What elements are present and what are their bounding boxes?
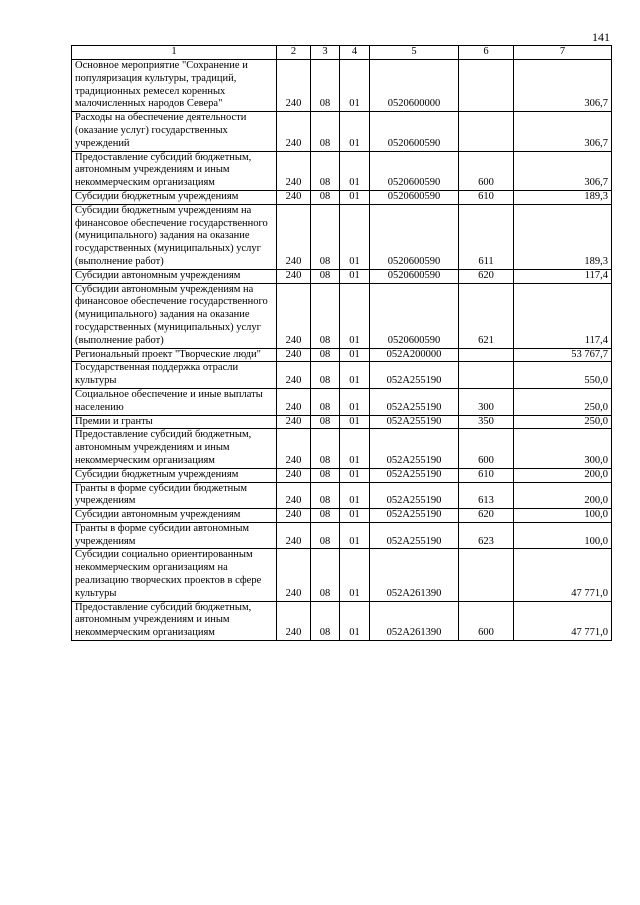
- row-subsection: 01: [340, 482, 370, 509]
- row-section: 08: [311, 468, 340, 482]
- row-target-article: 052A255190: [370, 522, 459, 549]
- row-section: 08: [311, 549, 340, 601]
- row-target-article: 052A255190: [370, 388, 459, 415]
- row-target-article: 052A255190: [370, 482, 459, 509]
- row-expense-type: 600: [459, 601, 514, 640]
- row-name: Субсидии бюджетным учреждениям на финансовое обеспечение государственного (муниципального) задания на оказание государственных (муниципальных) услуг (выполнение работ): [72, 204, 277, 269]
- table-row: [72, 269, 612, 283]
- row-grbs: 240: [277, 549, 311, 601]
- row-expense-type: 600: [459, 151, 514, 190]
- row-name: Субсидии автономным учреждениям: [72, 509, 277, 523]
- table-row: [72, 468, 612, 482]
- table-row: [72, 415, 612, 429]
- row-expense-type: 613: [459, 482, 514, 509]
- row-section: 08: [311, 509, 340, 523]
- table-row: [72, 509, 612, 523]
- row-name: Субсидии социально ориентированным некоммерческим организациям на реализацию творческих проектов в сфере культуры: [72, 549, 277, 601]
- row-grbs: 240: [277, 204, 311, 269]
- row-subsection: 01: [340, 601, 370, 640]
- row-subsection: 01: [340, 60, 370, 112]
- row-grbs: 240: [277, 269, 311, 283]
- row-grbs: 240: [277, 509, 311, 523]
- row-subsection: 01: [340, 468, 370, 482]
- header-col-sum: 7: [514, 46, 612, 60]
- row-target-article: 0520600590: [370, 112, 459, 151]
- row-section: 08: [311, 269, 340, 283]
- table-row: [72, 601, 612, 640]
- row-expense-type: 620: [459, 269, 514, 283]
- row-section: 08: [311, 283, 340, 348]
- row-subsection: 01: [340, 283, 370, 348]
- row-target-article: 0520600000: [370, 60, 459, 112]
- row-sum: 53 767,7: [514, 348, 612, 362]
- row-grbs: 240: [277, 151, 311, 190]
- row-grbs: 240: [277, 112, 311, 151]
- row-sum: 200,0: [514, 468, 612, 482]
- row-target-article: 052A261390: [370, 601, 459, 640]
- row-grbs: 240: [277, 362, 311, 389]
- table-row: [72, 522, 612, 549]
- table-row: [72, 151, 612, 190]
- row-expense-type: [459, 362, 514, 389]
- row-target-article: 052A261390: [370, 549, 459, 601]
- row-subsection: 01: [340, 112, 370, 151]
- row-section: 08: [311, 204, 340, 269]
- row-subsection: 01: [340, 549, 370, 601]
- row-target-article: 052A255190: [370, 362, 459, 389]
- header-col-name: 1: [72, 46, 277, 60]
- row-name: Расходы на обеспечение деятельности (оказание услуг) государственных учреждений: [72, 112, 277, 151]
- table-row: [72, 60, 612, 112]
- row-subsection: 01: [340, 429, 370, 468]
- row-target-article: 0520600590: [370, 151, 459, 190]
- row-sum: 117,4: [514, 283, 612, 348]
- row-target-article: 052A255190: [370, 415, 459, 429]
- row-grbs: 240: [277, 283, 311, 348]
- table-row: [72, 549, 612, 601]
- row-name: Субсидии автономным учреждениям на финансовое обеспечение государственного (муниципального) задания на оказание государственных (муниципальных) услуг (выполнение работ): [72, 283, 277, 348]
- row-subsection: 01: [340, 348, 370, 362]
- header-col-section: 3: [311, 46, 340, 60]
- table-row: [72, 204, 612, 269]
- row-subsection: 01: [340, 190, 370, 204]
- row-expense-type: 611: [459, 204, 514, 269]
- row-section: 08: [311, 429, 340, 468]
- row-grbs: 240: [277, 468, 311, 482]
- row-sum: 189,3: [514, 190, 612, 204]
- row-subsection: 01: [340, 509, 370, 523]
- row-target-article: 0520600590: [370, 283, 459, 348]
- row-name: Предоставление субсидий бюджетным, автономным учреждениям и иным некоммерческим организациям: [72, 601, 277, 640]
- row-subsection: 01: [340, 388, 370, 415]
- row-section: 08: [311, 415, 340, 429]
- row-section: 08: [311, 388, 340, 415]
- row-expense-type: [459, 348, 514, 362]
- row-expense-type: 621: [459, 283, 514, 348]
- row-grbs: 240: [277, 348, 311, 362]
- row-target-article: 052A200000: [370, 348, 459, 362]
- header-col-target-article: 5: [370, 46, 459, 60]
- row-name: Предоставление субсидий бюджетным, автономным учреждениям и иным некоммерческим организациям: [72, 151, 277, 190]
- row-section: 08: [311, 60, 340, 112]
- row-subsection: 01: [340, 522, 370, 549]
- row-expense-type: 610: [459, 190, 514, 204]
- row-name: Субсидии бюджетным учреждениям: [72, 190, 277, 204]
- table-row: [72, 482, 612, 509]
- row-section: 08: [311, 348, 340, 362]
- row-name: Предоставление субсидий бюджетным, автономным учреждениям и иным некоммерческим организациям: [72, 429, 277, 468]
- row-name: Гранты в форме субсидии автономным учреждениям: [72, 522, 277, 549]
- row-section: 08: [311, 601, 340, 640]
- row-grbs: 240: [277, 190, 311, 204]
- row-name: Государственная поддержка отрасли культуры: [72, 362, 277, 389]
- budget-table: [71, 45, 612, 641]
- table-row: [72, 112, 612, 151]
- row-sum: 100,0: [514, 509, 612, 523]
- row-subsection: 01: [340, 362, 370, 389]
- row-sum: 300,0: [514, 429, 612, 468]
- table-row: [72, 362, 612, 389]
- row-sum: 100,0: [514, 522, 612, 549]
- row-expense-type: [459, 60, 514, 112]
- page-number: 141: [592, 30, 610, 44]
- row-subsection: 01: [340, 151, 370, 190]
- row-name: Премии и гранты: [72, 415, 277, 429]
- row-name: Региональный проект "Творческие люди": [72, 348, 277, 362]
- row-expense-type: [459, 549, 514, 601]
- row-section: 08: [311, 362, 340, 389]
- row-sum: 200,0: [514, 482, 612, 509]
- row-expense-type: 610: [459, 468, 514, 482]
- row-target-article: 0520600590: [370, 204, 459, 269]
- row-sum: 306,7: [514, 151, 612, 190]
- row-target-article: 052A255190: [370, 429, 459, 468]
- table-row: [72, 283, 612, 348]
- row-grbs: 240: [277, 601, 311, 640]
- row-name: Субсидии бюджетным учреждениям: [72, 468, 277, 482]
- row-target-article: 052A255190: [370, 468, 459, 482]
- row-expense-type: 620: [459, 509, 514, 523]
- row-expense-type: 600: [459, 429, 514, 468]
- row-sum: 306,7: [514, 112, 612, 151]
- row-target-article: 0520600590: [370, 190, 459, 204]
- header-col-subsection: 4: [340, 46, 370, 60]
- row-section: 08: [311, 190, 340, 204]
- row-name: Гранты в форме субсидии бюджетным учреждениям: [72, 482, 277, 509]
- row-target-article: 0520600590: [370, 269, 459, 283]
- row-grbs: 240: [277, 522, 311, 549]
- table-row: [72, 348, 612, 362]
- row-expense-type: 623: [459, 522, 514, 549]
- table-row: [72, 388, 612, 415]
- row-sum: 117,4: [514, 269, 612, 283]
- row-expense-type: 300: [459, 388, 514, 415]
- row-sum: 250,0: [514, 388, 612, 415]
- header-col-grbs: 2: [277, 46, 311, 60]
- row-grbs: 240: [277, 60, 311, 112]
- row-grbs: 240: [277, 415, 311, 429]
- row-name: Основное мероприятие "Сохранение и популяризация культуры, традиций, традиционных ремесел коренных малочисленных народов Севера": [72, 60, 277, 112]
- row-grbs: 240: [277, 482, 311, 509]
- row-sum: 550,0: [514, 362, 612, 389]
- row-section: 08: [311, 522, 340, 549]
- row-name: Социальное обеспечение и иные выплаты населению: [72, 388, 277, 415]
- row-grbs: 240: [277, 429, 311, 468]
- row-sum: 47 771,0: [514, 549, 612, 601]
- row-section: 08: [311, 482, 340, 509]
- row-target-article: 052A255190: [370, 509, 459, 523]
- row-subsection: 01: [340, 204, 370, 269]
- row-expense-type: [459, 112, 514, 151]
- table-row: [72, 429, 612, 468]
- row-sum: 47 771,0: [514, 601, 612, 640]
- row-sum: 306,7: [514, 60, 612, 112]
- table-header-row: [72, 46, 612, 60]
- row-expense-type: 350: [459, 415, 514, 429]
- row-subsection: 01: [340, 269, 370, 283]
- table-row: [72, 190, 612, 204]
- row-section: 08: [311, 112, 340, 151]
- row-grbs: 240: [277, 388, 311, 415]
- row-sum: 250,0: [514, 415, 612, 429]
- row-name: Субсидии автономным учреждениям: [72, 269, 277, 283]
- row-section: 08: [311, 151, 340, 190]
- row-sum: 189,3: [514, 204, 612, 269]
- row-subsection: 01: [340, 415, 370, 429]
- header-col-expense-type: 6: [459, 46, 514, 60]
